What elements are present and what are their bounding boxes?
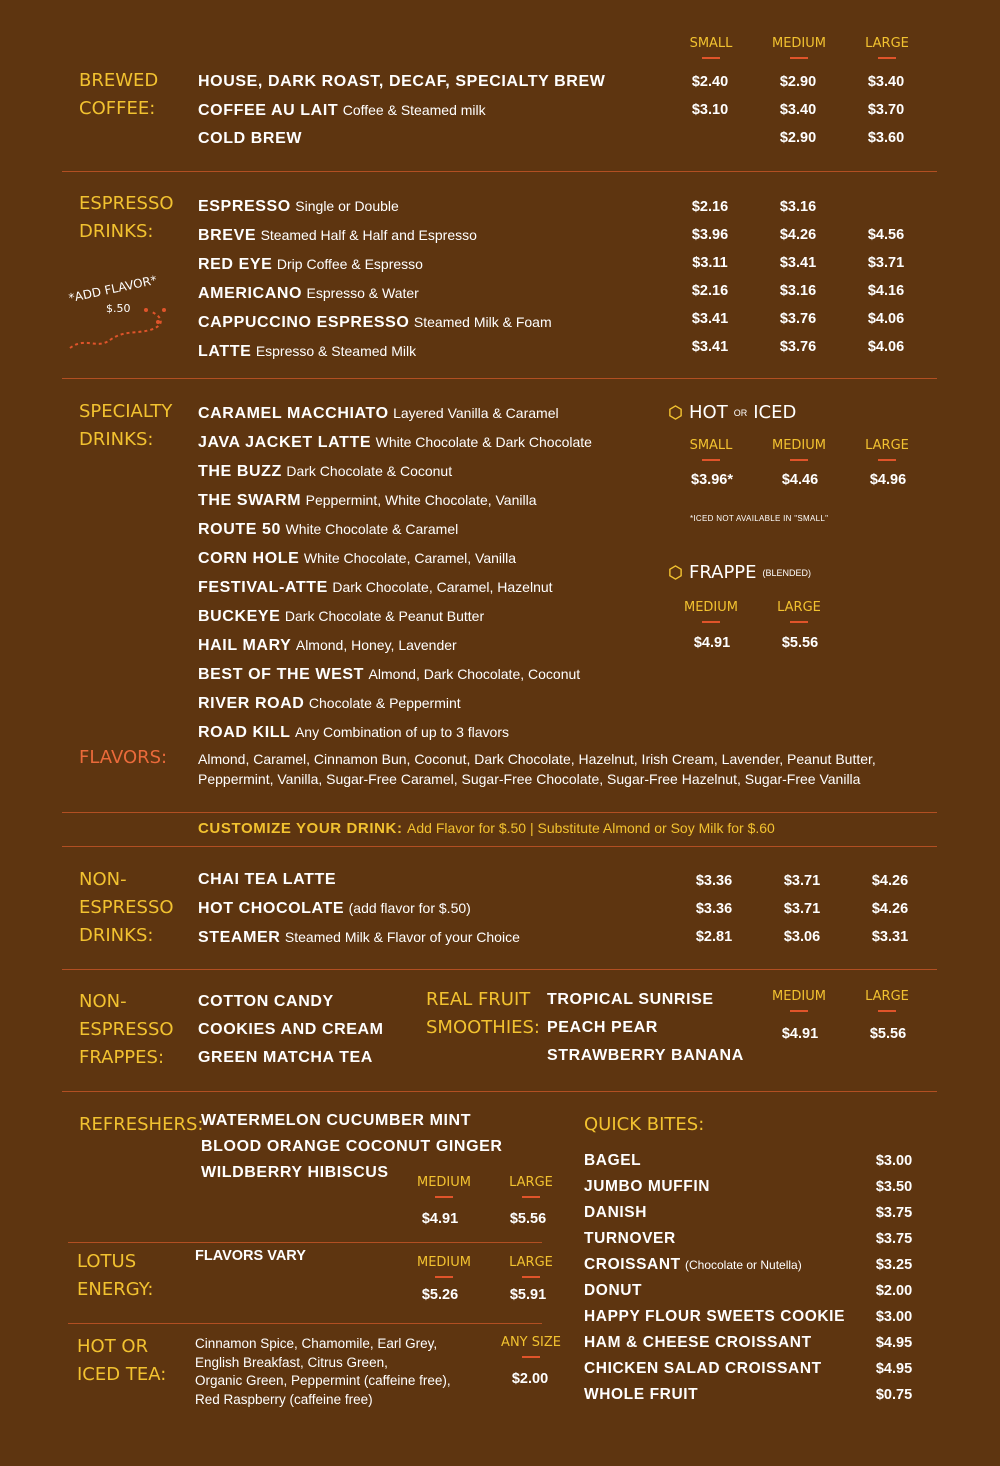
specialty-list bbox=[198, 399, 592, 747]
item-name: JAVA JACKET LATTE bbox=[198, 434, 372, 451]
brewed-prices bbox=[680, 68, 916, 152]
item-name: FESTIVAL-ATTE bbox=[198, 579, 328, 596]
size-header-large: LARGE bbox=[496, 1175, 566, 1198]
item-price: $3.00 bbox=[875, 1309, 913, 1325]
price-small: $3.10 bbox=[691, 102, 729, 118]
item-name: CORN HOLE bbox=[198, 550, 300, 567]
price-large: $3.40 bbox=[867, 74, 905, 90]
smoothies-title-line2: SMOOTHIES: bbox=[426, 1017, 540, 1038]
hot-iced-heading bbox=[668, 402, 796, 423]
price-medium: $3.41 bbox=[779, 255, 817, 271]
item-price: $3.00 bbox=[875, 1153, 913, 1169]
item-desc: Steamed Milk & Flavor of your Choice bbox=[284, 929, 520, 945]
refreshers-prices bbox=[410, 1205, 558, 1233]
list-item bbox=[584, 1330, 924, 1356]
iced-note: *ICED NOT AVAILABLE IN "SMALL" bbox=[690, 514, 829, 523]
price-small: $3.36 bbox=[695, 873, 733, 889]
item-name: COTTON CANDY bbox=[198, 993, 334, 1010]
menu-item bbox=[198, 660, 592, 689]
price-large: $4.56 bbox=[867, 227, 905, 243]
tea-list bbox=[195, 1335, 451, 1409]
item-price: $3.75 bbox=[875, 1231, 913, 1247]
menu-item bbox=[198, 515, 592, 544]
item-name: HAPPY FLOUR SWEETS COOKIE bbox=[584, 1308, 846, 1325]
item-name: ROAD KILL bbox=[198, 724, 291, 741]
tea-title bbox=[77, 1333, 166, 1389]
size-header-medium: MEDIUM bbox=[764, 989, 834, 1012]
list-item bbox=[584, 1278, 924, 1304]
espresso-list bbox=[198, 192, 552, 366]
item-desc: (Chocolate or Nutella) bbox=[685, 1258, 802, 1272]
price-large: $3.71 bbox=[867, 255, 905, 271]
lotus-energy-title bbox=[77, 1248, 153, 1304]
item-desc: Drip Coffee & Espresso bbox=[276, 256, 423, 272]
price-large: $5.91 bbox=[509, 1287, 547, 1303]
item-name: BAGEL bbox=[584, 1152, 642, 1169]
menu-item bbox=[198, 544, 592, 573]
item-name: BLOOD ORANGE COCONUT GINGER bbox=[201, 1138, 503, 1155]
section-divider bbox=[68, 1242, 542, 1243]
price-medium: $3.16 bbox=[779, 283, 817, 299]
size-header-medium: MEDIUM bbox=[409, 1255, 479, 1278]
price-medium: $4.91 bbox=[693, 635, 731, 651]
list-item bbox=[584, 1174, 924, 1200]
menu-item bbox=[198, 428, 592, 457]
list-item bbox=[584, 1226, 924, 1252]
smoothies-title-line1: REAL FRUIT bbox=[426, 989, 531, 1010]
price-medium: $3.16 bbox=[779, 199, 817, 215]
item-desc: Any Combination of up to 3 flavors bbox=[294, 724, 509, 740]
item-desc: White Chocolate, Caramel, Vanilla bbox=[303, 550, 517, 566]
menu-item bbox=[547, 986, 744, 1014]
flavors-list bbox=[198, 749, 876, 789]
tea-line3: Organic Green, Peppermint (caffeine free), bbox=[195, 1373, 451, 1388]
size-header-small: SMALL bbox=[676, 438, 746, 461]
price-medium: $2.90 bbox=[779, 74, 817, 90]
size-header-medium: MEDIUM bbox=[764, 438, 834, 461]
hot-iced-prices bbox=[682, 466, 918, 494]
size-header-medium: MEDIUM bbox=[409, 1175, 479, 1198]
menu-item bbox=[198, 486, 592, 515]
flavors-line1: Almond, Caramel, Cinnamon Bun, Coconut, Dark Chocolate, Hazelnut, Irish Cream, Lavender, Peanut Butter, bbox=[198, 751, 876, 767]
item-name: BUCKEYE bbox=[198, 608, 281, 625]
price-small: $3.36 bbox=[695, 901, 733, 917]
flavors-title: FLAVORS: bbox=[79, 747, 168, 768]
smoothies-list bbox=[547, 986, 744, 1070]
list-item bbox=[584, 1200, 924, 1226]
lotus-title-line2: ENERGY: bbox=[77, 1279, 154, 1300]
size-header-large: LARGE bbox=[852, 989, 922, 1012]
add-flavor-price: $.50 bbox=[106, 302, 131, 315]
smoothies-prices bbox=[770, 1020, 918, 1048]
list-item bbox=[584, 1356, 924, 1382]
item-desc: Steamed Half & Half and Espresso bbox=[260, 227, 477, 243]
smoothies-title bbox=[426, 986, 540, 1042]
item-desc: Dark Chocolate & Coconut bbox=[286, 463, 453, 479]
price-medium: $2.90 bbox=[779, 130, 817, 146]
item-desc: White Chocolate & Dark Chocolate bbox=[375, 434, 592, 450]
item-name: DONUT bbox=[584, 1282, 643, 1299]
size-header-large: LARGE bbox=[852, 36, 922, 59]
section-divider bbox=[62, 171, 937, 172]
price-small: $3.41 bbox=[691, 339, 729, 355]
brewed-coffee-title bbox=[79, 67, 158, 123]
hexagon-icon bbox=[668, 565, 683, 580]
item-price: $3.25 bbox=[875, 1257, 913, 1273]
item-name: WHOLE FRUIT bbox=[584, 1386, 699, 1403]
price-medium: $3.40 bbox=[779, 102, 817, 118]
non-espresso-list bbox=[198, 866, 520, 952]
menu-item bbox=[198, 337, 552, 366]
item-name: STRAWBERRY BANANA bbox=[547, 1047, 744, 1064]
menu-item bbox=[201, 1134, 503, 1160]
item-desc: Chocolate & Peppermint bbox=[308, 695, 461, 711]
price-small: $2.16 bbox=[691, 199, 729, 215]
list-item bbox=[584, 1304, 924, 1330]
item-name: AMERICANO bbox=[198, 285, 303, 302]
item-name: WATERMELON CUCUMBER MINT bbox=[201, 1112, 472, 1129]
list-item bbox=[584, 1252, 924, 1278]
menu-item bbox=[198, 631, 592, 660]
hot-label: HOT bbox=[689, 402, 728, 423]
menu-item bbox=[198, 457, 592, 486]
item-price: $4.95 bbox=[875, 1335, 913, 1351]
tea-line4: Red Raspberry (caffeine free) bbox=[195, 1391, 373, 1407]
hexagon-icon bbox=[668, 405, 683, 420]
item-desc: Dark Chocolate & Peanut Butter bbox=[284, 608, 485, 624]
section-divider bbox=[62, 846, 937, 847]
list-item bbox=[584, 1148, 924, 1174]
item-name: BEST OF THE WEST bbox=[198, 666, 365, 683]
add-flavor-label: *ADD FLAVOR* bbox=[67, 272, 159, 306]
item-desc: Almond, Dark Chocolate, Coconut bbox=[368, 666, 581, 682]
price-medium: $4.91 bbox=[421, 1211, 459, 1227]
item-name: PEACH PEAR bbox=[547, 1019, 658, 1036]
menu-item bbox=[547, 1014, 744, 1042]
price-large bbox=[856, 193, 916, 221]
menu-item bbox=[198, 399, 592, 428]
size-header-small: SMALL bbox=[676, 36, 746, 59]
item-desc: Dark Chocolate, Caramel, Hazelnut bbox=[332, 579, 553, 595]
item-name: CAPPUCCINO ESPRESSO bbox=[198, 314, 410, 331]
item-price: $0.75 bbox=[875, 1387, 913, 1403]
size-header-large: LARGE bbox=[852, 438, 922, 461]
tea-line1: Cinnamon Spice, Chamomile, Earl Grey, bbox=[195, 1336, 438, 1351]
menu-item bbox=[198, 718, 592, 747]
item-name: HOUSE, DARK ROAST, DECAF, SPECIALTY BREW bbox=[198, 73, 606, 90]
refreshers-title: REFRESHERS: bbox=[79, 1114, 204, 1135]
price-medium: $3.06 bbox=[783, 929, 821, 945]
price-medium: $3.71 bbox=[783, 873, 821, 889]
item-name: CARAMEL MACCHIATO bbox=[198, 405, 389, 422]
frappe-heading bbox=[668, 562, 811, 583]
menu-item bbox=[198, 308, 552, 337]
price-large: $4.16 bbox=[867, 283, 905, 299]
item-name: CHICKEN SALAD CROISSANT bbox=[584, 1360, 822, 1377]
price-medium: $3.76 bbox=[779, 339, 817, 355]
brewed-title-line2: COFFEE: bbox=[79, 98, 156, 119]
size-header-large: LARGE bbox=[496, 1255, 566, 1278]
section-divider bbox=[62, 378, 937, 379]
item-price: $3.75 bbox=[875, 1205, 913, 1221]
item-name: BREVE bbox=[198, 227, 257, 244]
menu-item bbox=[198, 866, 520, 894]
specialty-title-line2: DRINKS: bbox=[79, 429, 154, 450]
menu-item bbox=[198, 1016, 384, 1044]
item-desc: Coffee & Steamed milk bbox=[342, 102, 486, 118]
menu-item bbox=[198, 923, 520, 952]
item-name: HAIL MARY bbox=[198, 637, 292, 654]
item-name: DANISH bbox=[584, 1204, 648, 1221]
item-name: HAM & CHEESE CROISSANT bbox=[584, 1334, 812, 1351]
customize-label: CUSTOMIZE YOUR DRINK: bbox=[198, 820, 403, 837]
price-medium: $3.76 bbox=[779, 311, 817, 327]
menu-item bbox=[547, 1042, 744, 1070]
menu-item bbox=[198, 279, 552, 308]
item-desc: Layered Vanilla & Caramel bbox=[393, 405, 559, 421]
lotus-prices bbox=[410, 1281, 558, 1309]
menu-item bbox=[198, 689, 592, 718]
price-small: $3.41 bbox=[691, 311, 729, 327]
frappes-title-line2: ESPRESSO bbox=[79, 1019, 174, 1040]
item-desc: White Chocolate & Caramel bbox=[285, 521, 459, 537]
frappe-prices bbox=[682, 629, 830, 657]
specialty-drinks-title bbox=[79, 398, 172, 454]
item-name: HOT CHOCOLATE bbox=[198, 900, 345, 917]
price-large: $4.06 bbox=[867, 311, 905, 327]
menu-item bbox=[198, 250, 552, 279]
item-desc: (add flavor for $.50) bbox=[348, 900, 471, 916]
customize-banner bbox=[198, 820, 775, 838]
non-espresso-title-line3: DRINKS: bbox=[79, 925, 154, 946]
customize-text: Add Flavor for $.50 | Substitute Almond or Soy Milk for $.60 bbox=[407, 820, 775, 836]
price-small: $3.96* bbox=[691, 472, 733, 488]
price-large: $5.56 bbox=[781, 635, 819, 651]
espresso-title-line1: ESPRESSO bbox=[79, 193, 174, 214]
brewed-title-line1: BREWED bbox=[79, 70, 159, 91]
item-desc: Espresso & Steamed Milk bbox=[255, 343, 417, 359]
price-small: $2.81 bbox=[695, 929, 733, 945]
price-medium: $5.26 bbox=[421, 1287, 459, 1303]
menu-item bbox=[198, 192, 552, 221]
or-label: OR bbox=[733, 407, 748, 418]
price-large: $3.60 bbox=[867, 130, 905, 146]
size-header-any: ANY SIZE bbox=[496, 1335, 566, 1358]
item-price: $3.50 bbox=[875, 1179, 913, 1195]
quick-bites-title: QUICK BITES: bbox=[584, 1114, 705, 1135]
menu-item bbox=[198, 221, 552, 250]
item-name: GREEN MATCHA TEA bbox=[198, 1049, 373, 1066]
item-name: THE BUZZ bbox=[198, 463, 282, 480]
menu-item bbox=[198, 68, 605, 96]
menu-item bbox=[198, 96, 605, 125]
item-desc: Single or Double bbox=[295, 198, 399, 214]
item-name: RIVER ROAD bbox=[198, 695, 305, 712]
section-divider bbox=[62, 812, 937, 813]
item-name: ESPRESSO bbox=[198, 198, 291, 215]
non-espresso-drinks-title bbox=[79, 866, 174, 950]
item-name: WILDBERRY HIBISCUS bbox=[201, 1164, 389, 1181]
non-espresso-title-line1: NON- bbox=[79, 869, 127, 890]
list-item bbox=[584, 1382, 924, 1408]
item-name: JUMBO MUFFIN bbox=[584, 1178, 711, 1195]
tea-title-line1: HOT OR bbox=[77, 1336, 149, 1357]
menu-item bbox=[198, 125, 605, 153]
price-small: $2.16 bbox=[691, 283, 729, 299]
price-large: $5.56 bbox=[869, 1026, 907, 1042]
item-name: CHAI TEA LATTE bbox=[198, 871, 337, 888]
price-large: $4.26 bbox=[871, 901, 909, 917]
item-name: RED EYE bbox=[198, 256, 273, 273]
price-small bbox=[680, 124, 740, 152]
menu-item bbox=[198, 894, 520, 923]
menu-item bbox=[198, 602, 592, 631]
add-flavor-callout bbox=[66, 272, 186, 360]
price-medium: $4.26 bbox=[779, 227, 817, 243]
tea-line2: English Breakfast, Citrus Green, bbox=[195, 1354, 388, 1370]
frappes-title-line1: NON- bbox=[79, 991, 127, 1012]
price-large: $3.31 bbox=[871, 929, 909, 945]
size-header-large: LARGE bbox=[764, 600, 834, 623]
menu-item bbox=[201, 1108, 503, 1134]
item-name: COFFEE AU LAIT bbox=[198, 102, 339, 119]
item-name: TROPICAL SUNRISE bbox=[547, 991, 714, 1008]
frappes-list bbox=[198, 988, 384, 1072]
price-medium: $4.91 bbox=[781, 1026, 819, 1042]
frappes-title-line3: FRAPPES: bbox=[79, 1047, 165, 1068]
tea-title-line2: ICED TEA: bbox=[77, 1364, 167, 1385]
quick-bites-list bbox=[584, 1148, 924, 1408]
item-name: LATTE bbox=[198, 343, 252, 360]
lotus-title-line1: LOTUS bbox=[77, 1251, 137, 1272]
espresso-prices bbox=[680, 193, 916, 361]
item-price: $2.00 bbox=[875, 1283, 913, 1299]
item-name: COOKIES AND CREAM bbox=[198, 1021, 384, 1038]
price-any: $2.00 bbox=[511, 1371, 549, 1387]
item-desc: Espresso & Water bbox=[306, 285, 419, 301]
non-espresso-prices bbox=[684, 867, 920, 951]
item-name: STEAMER bbox=[198, 929, 281, 946]
item-price: $4.95 bbox=[875, 1361, 913, 1377]
menu-item bbox=[198, 1044, 384, 1072]
menu-item bbox=[198, 573, 592, 602]
price-large: $5.56 bbox=[509, 1211, 547, 1227]
section-divider bbox=[68, 1323, 542, 1324]
item-name: ROUTE 50 bbox=[198, 521, 282, 538]
price-large: $4.06 bbox=[867, 339, 905, 355]
brewed-coffee-list bbox=[198, 68, 605, 153]
iced-label: ICED bbox=[753, 402, 797, 423]
size-header-medium: MEDIUM bbox=[764, 36, 834, 59]
item-name: TURNOVER bbox=[584, 1230, 676, 1247]
tea-prices bbox=[500, 1365, 560, 1393]
espresso-title-line2: DRINKS: bbox=[79, 221, 154, 242]
specialty-title-line1: SPECIALTY bbox=[79, 401, 173, 422]
section-divider bbox=[62, 1091, 937, 1092]
item-desc: Almond, Honey, Lavender bbox=[295, 637, 457, 653]
price-medium: $4.46 bbox=[781, 472, 819, 488]
menu-item bbox=[198, 988, 384, 1016]
non-espresso-title-line2: ESPRESSO bbox=[79, 897, 174, 918]
frappe-label: FRAPPE bbox=[689, 562, 757, 583]
item-desc: Peppermint, White Chocolate, Vanilla bbox=[305, 492, 537, 508]
size-header-medium: MEDIUM bbox=[676, 600, 746, 623]
price-large: $4.26 bbox=[871, 873, 909, 889]
price-small: $3.96 bbox=[691, 227, 729, 243]
item-desc: Steamed Milk & Foam bbox=[413, 314, 552, 330]
frappes-title bbox=[79, 988, 174, 1072]
item-name: CROISSANT bbox=[584, 1256, 681, 1273]
flavors-line2: Peppermint, Vanilla, Sugar-Free Caramel, Sugar-Free Chocolate, Sugar-Free Hazelnut, Sugar-Free Vanilla bbox=[198, 771, 861, 787]
item-name: THE SWARM bbox=[198, 492, 302, 509]
price-small: $2.40 bbox=[691, 74, 729, 90]
squiggle-arrow-icon bbox=[66, 300, 176, 355]
price-small: $3.11 bbox=[692, 255, 728, 271]
frappe-sub: (BLENDED) bbox=[762, 567, 812, 578]
item-name: COLD BREW bbox=[198, 130, 303, 147]
lotus-flavors: FLAVORS VARY bbox=[195, 1248, 306, 1264]
price-large: $4.96 bbox=[869, 472, 907, 488]
price-medium: $3.71 bbox=[783, 901, 821, 917]
espresso-drinks-title bbox=[79, 190, 174, 246]
price-large: $3.70 bbox=[867, 102, 905, 118]
section-divider bbox=[62, 969, 937, 970]
